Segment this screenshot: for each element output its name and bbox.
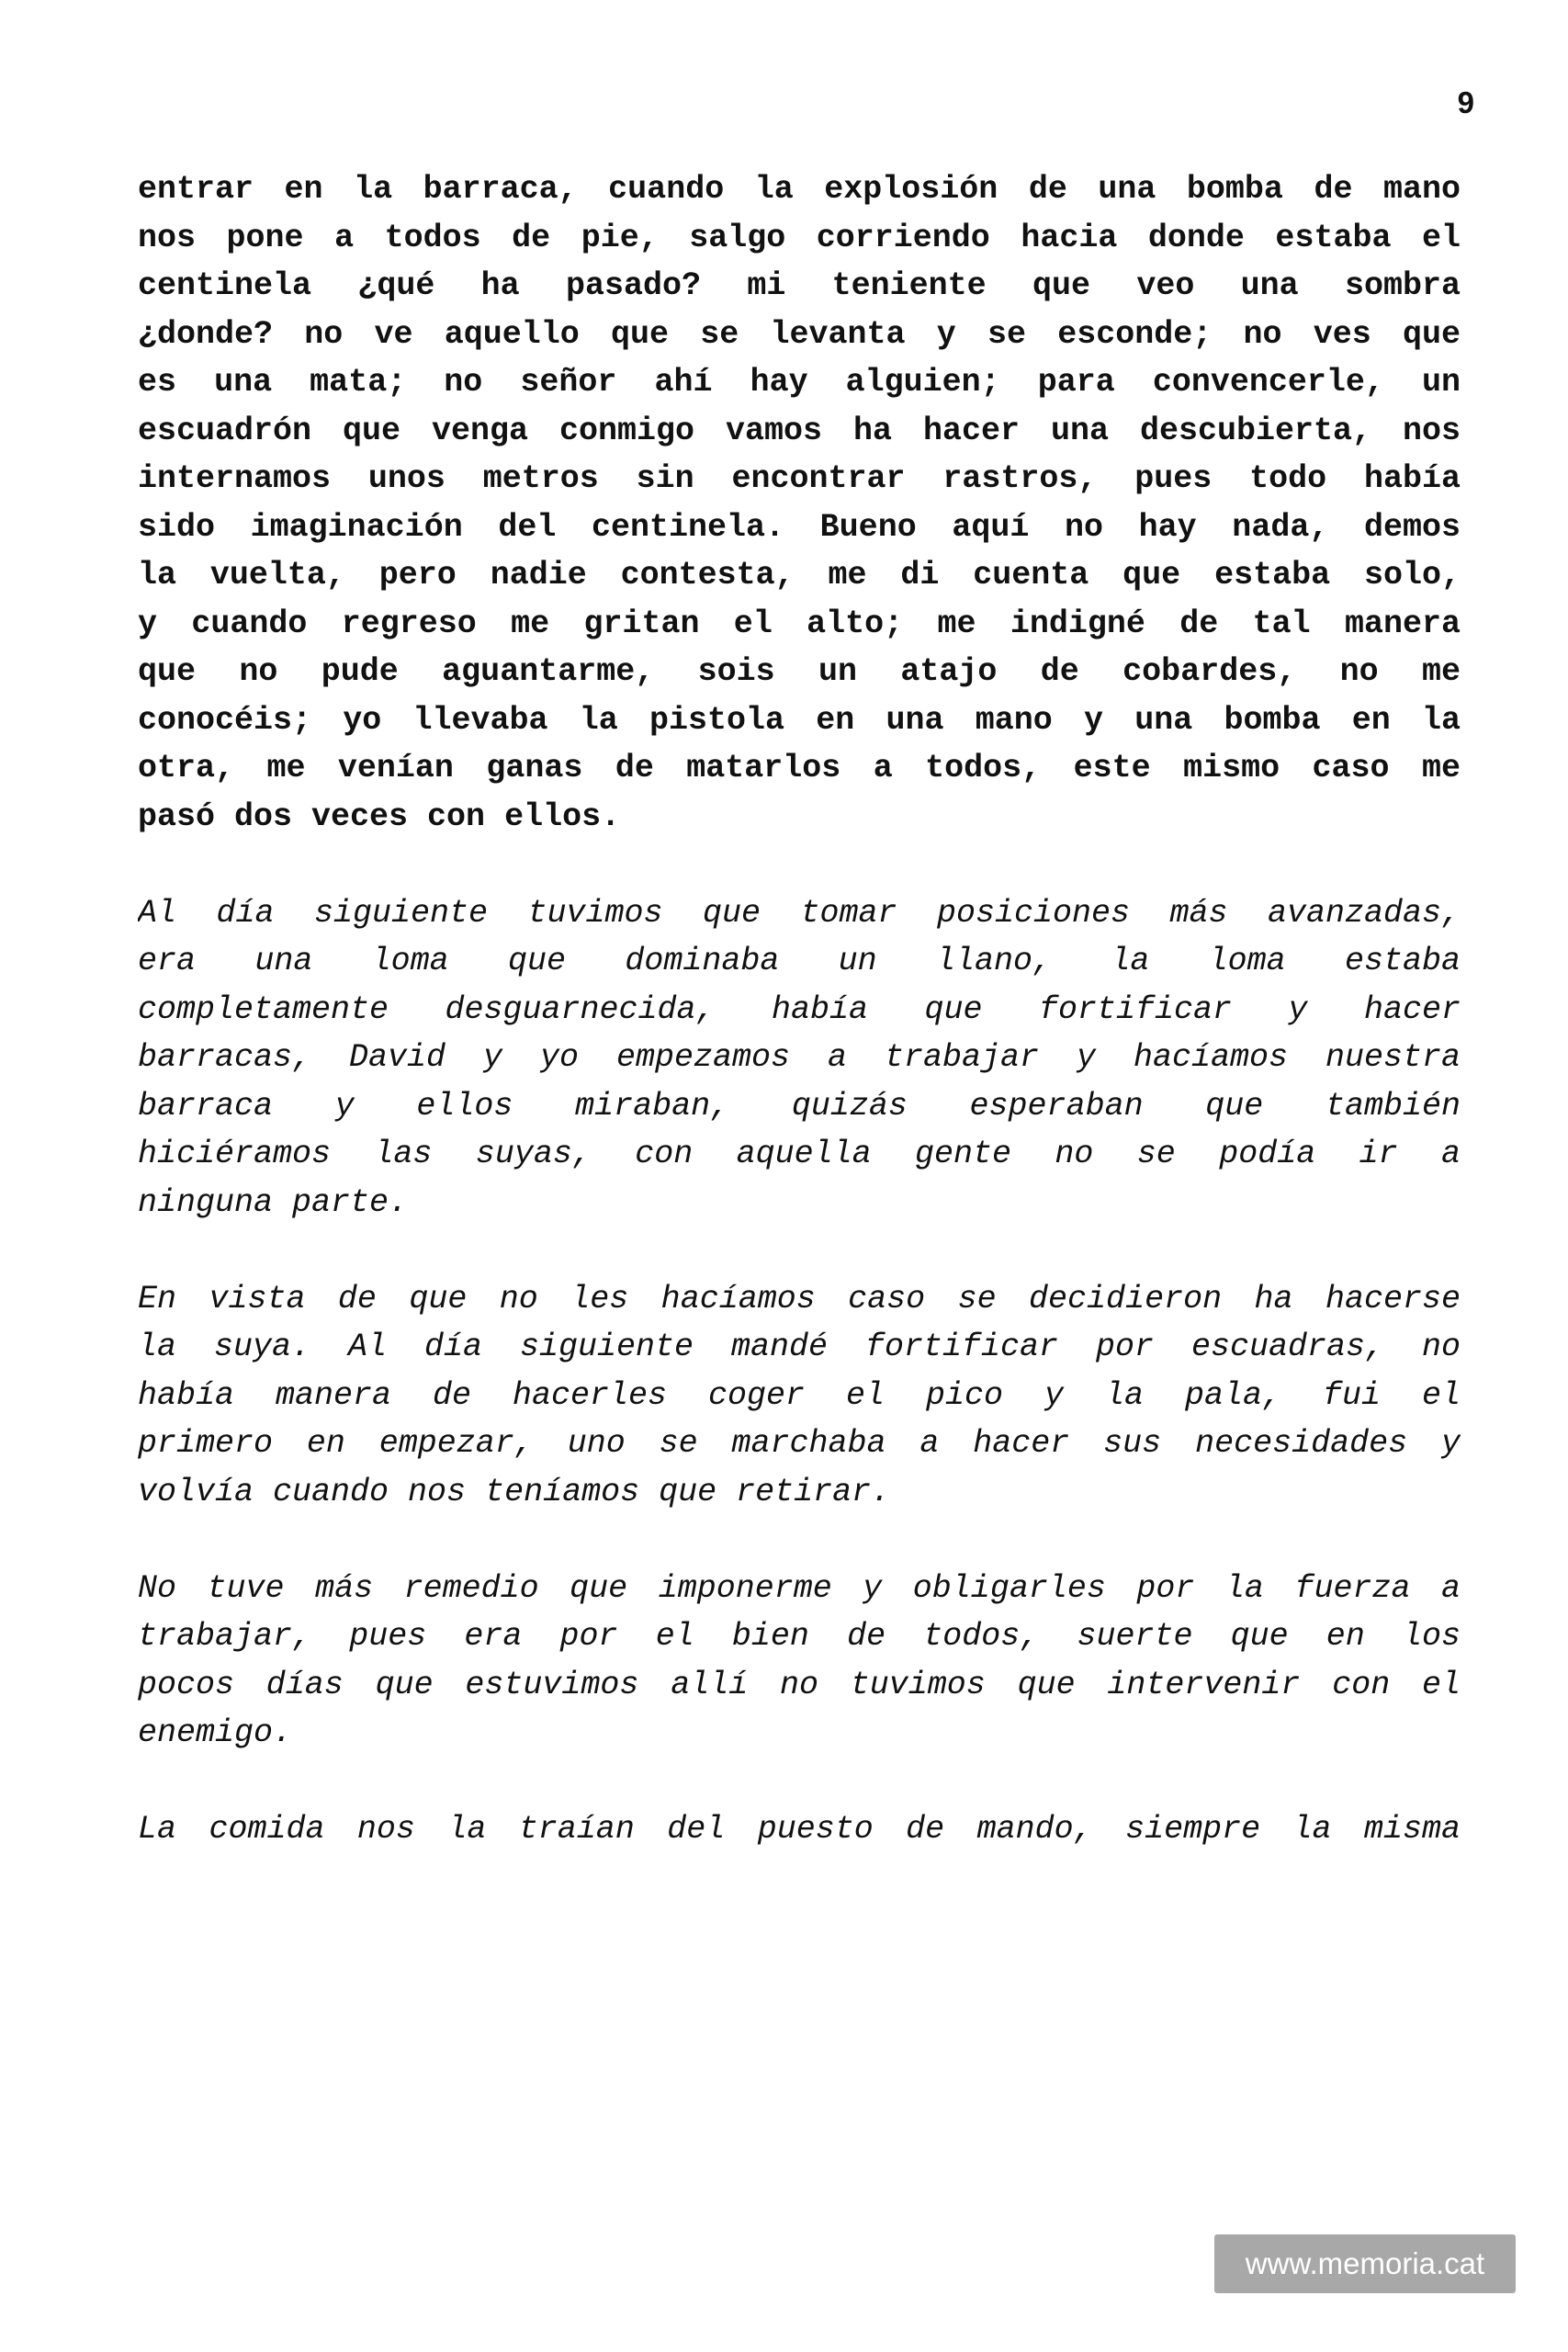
text-line: primero en empezar, uno se marchaba a hacer sus necesidades y: [138, 1425, 1461, 1462]
text-line: entrar en la barraca, cuando la explosión de una bomba de mano: [138, 171, 1461, 208]
paragraph-gap: [138, 841, 1461, 889]
body-text: [138, 165, 1461, 1854]
text-line: ninguna parte.: [138, 1183, 409, 1221]
text-line: No tuve más remedio que imponerme y obligarles por la fuerza a: [138, 1569, 1461, 1607]
text-line: centinela ¿qué ha pasado? mi teniente que veo una sombra: [138, 267, 1461, 304]
paragraph-5: [138, 1805, 1461, 1854]
text-line: escuadrón que venga conmigo vamos ha hacer una descubierta, nos: [138, 412, 1461, 449]
text-line: La comida nos la traían del puesto de mando, siempre la misma: [138, 1811, 1461, 1848]
text-line: era una loma que dominaba un llano, la loma estaba: [138, 943, 1461, 979]
text-line: otra, me venían ganas de matarlos a todos, este mismo caso me: [138, 750, 1461, 786]
paragraph-gap: [138, 1758, 1461, 1806]
text-line: barracas, David y yo empezamos a trabajar y hacíamos nuestra: [138, 1039, 1461, 1076]
text-line: trabajar, pues era por el bien de todos, suerte que en los: [138, 1618, 1461, 1655]
text-line: y cuando regreso me gritan el alto; me indigné de tal manera: [138, 605, 1461, 642]
text-line: ¿donde? no ve aquello que se levanta y se esconde; no ves que: [138, 315, 1461, 353]
text-line: completamente desguarnecida, había que fortificar y hacer: [138, 990, 1461, 1028]
text-line: enemigo.: [138, 1714, 293, 1751]
paragraph-gap: [138, 1227, 1461, 1275]
text-line: pocos días que estuvimos allí no tuvimos que intervenir con el: [138, 1666, 1461, 1703]
text-line: volvía cuando nos teníamos que retirar.: [138, 1473, 891, 1510]
text-line: que no pude aguantarme, sois un atajo de cobardes, no me: [138, 653, 1461, 690]
text-line: Al día siguiente tuvimos que tomar posiciones más avanzadas,: [138, 894, 1461, 932]
text-line: sido imaginación del centinela. Bueno aquí no hay nada, demos: [138, 508, 1461, 546]
text-line: hiciéramos las suyas, con aquella gente no se podía ir a: [138, 1136, 1461, 1172]
text-line: había manera de hacerles coger el pico y la pala, fui el: [138, 1376, 1461, 1414]
paragraph-gap: [138, 1516, 1461, 1565]
paragraph-4: [138, 1565, 1461, 1758]
text-line: nos pone a todos de pie, salgo corriendo hacia donde estaba el: [138, 219, 1461, 256]
paragraph-2: [138, 889, 1461, 1227]
paragraph-1: [138, 165, 1461, 841]
text-line: la vuelta, pero nadie contesta, me di cuenta que estaba solo,: [138, 557, 1461, 594]
text-line: barraca y ellos miraban, quizás esperaban que también: [138, 1087, 1461, 1125]
text-line: pasó dos veces con ellos.: [138, 797, 621, 835]
text-line: es una mata; no señor ahí hay alguien; para convencerle, un: [138, 364, 1461, 401]
text-line: conocéis; yo llevaba la pistola en una mano y una bomba en la: [138, 701, 1461, 739]
text-line: internamos unos metros sin encontrar rastros, pues todo había: [138, 460, 1461, 497]
paragraph-3: [138, 1275, 1461, 1517]
watermark-badge: www.memoria.cat: [1214, 2234, 1516, 2293]
page-number: 9: [1457, 85, 1474, 119]
text-line: En vista de que no les hacíamos caso se decidieron ha hacerse: [138, 1280, 1461, 1317]
text-line: la suya. Al día siguiente mandé fortificar por escuadras, no: [138, 1329, 1461, 1365]
